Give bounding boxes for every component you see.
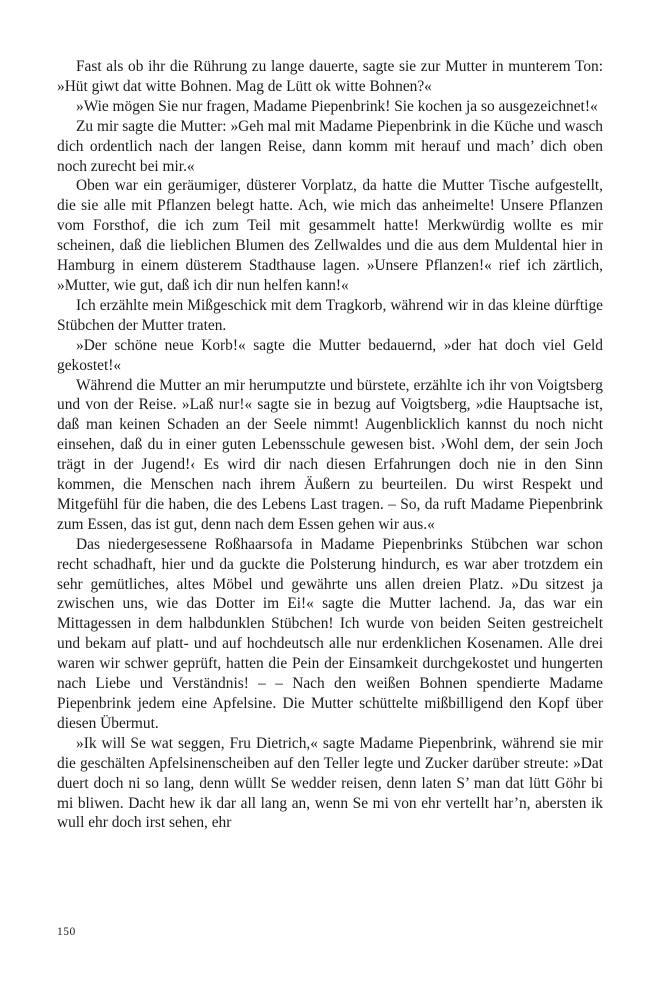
paragraph: »Ik will Se wat seggen, Fru Dietrich,« sagte Madame Piepenbrink, während sie mir die geschälten Apfelsinenscheiben auf den Teller legte und Zucker darüber streute: »Dat duert doch ni so lang, denn wüllt Se wedder reisen, denn laten S’ man dat lütt Göhr bi mi bliwen. Dacht hew ik dar all lang an, wenn Se mi von ehr vertellt har’n, abersten ik wull ehr doch irst sehen, ehr [57,734,603,832]
paragraph: Zu mir sagte die Mutter: »Geh mal mit Madame Piepenbrink in die Küche und wasch dich ordentlich nach der langen Reise, dann komm mit herauf und mach’ dich oben noch zurecht bei mir.« [57,117,603,175]
paragraph: Das niedergesessene Roßhaarsofa in Madame Piepenbrinks Stübchen war schon recht schadhaft, hier und da guckte die Polsterung hindurch, es war aber trotzdem ein sehr gemütliches, altes Möbel und gewährte uns allen dreien Platz. »Du sitzest ja zwischen uns, wie das Dotter im Ei!« sagte die Mutter lachend. Ja, das war ein Mittagessen in dem halbdunklen Stübchen! Ich wurde von beiden Seiten gestreichelt und bekam auf platt- und auf hochdeutsch alle nur erdenklichen Kosenamen. Alle drei waren wir schwer geprüft, hatten die Pein der Einsamkeit durchgekostet und hungerten nach Liebe und Verständnis! – – Nach den weißen Bohnen spendierte Madame Piepenbrink jedem eine Apfelsine. Die Mutter schüttelte mißbilligend den Kopf über diesen Übermut. [57,535,603,732]
paragraph: »Wie mögen Sie nur fragen, Madame Piepenbrink! Sie kochen ja so ausgezeichnet!« [76,97,598,115]
page-number: 150 [57,926,76,938]
paragraph: Während die Mutter an mir herumputzte und bürstete, erzählte ich ihr von Voigtsberg und von der Reise. »Laß nur!« sagte sie in bezug auf Voigtsberg, »die Hauptsache ist, daß man keinen Schaden an der Seele nimmt! Augenblicklich kannst du noch nicht einsehen, daß du in einer guten Lebensschule gewesen bist. ›Wohl dem, der sein Joch trägt in der Jugend!‹ Es wird dir nach diesen Erfahrungen doch nie in den Sinn kommen, die Menschen nach ihrem Äußern zu beurteilen. Du wirst Respekt und Mitgefühl für die haben, die des Lebens Last tragen. – So, da ruft Madame Piepenbrink zum Essen, das ist gut, denn nach dem Essen gehen wir aus.« [57,376,603,533]
paragraph: »Der schöne neue Korb!« sagte die Mutter bedauernd, »der hat doch viel Geld gekostet!« [57,336,603,374]
paragraph: Ich erzählte mein Mißgeschick mit dem Tragkorb, während wir in das kleine dürftige Stübchen der Mutter traten. [57,296,603,334]
body-text [57,57,603,833]
paragraph: Fast als ob ihr die Rührung zu lange dauerte, sagte sie zur Mutter in munterem Ton: »Hüt giwt dat witte Bohnen. Mag de Lütt ok witte Bohnen?« [57,58,603,95]
paragraph: Oben war ein geräumiger, düsterer Vorplatz, da hatte die Mutter Tische aufgestellt, die sie alle mit Pflanzen belegt hatte. Ach, wie mich das anheimelte! Unsere Pflanzen vom Forsthof, die ich zum Teil mit gesammelt hatte! Merkwürdig wollte es mir scheinen, daß die lieblichen Blumen des Zellwaldes und die aus dem Muldental hier in Hamburg in einem düsterem Stadthause lagen. »Unsere Pflanzen!« rief ich zärtlich, »Mutter, wie gut, daß ich dir nun helfen kann!« [57,177,603,294]
